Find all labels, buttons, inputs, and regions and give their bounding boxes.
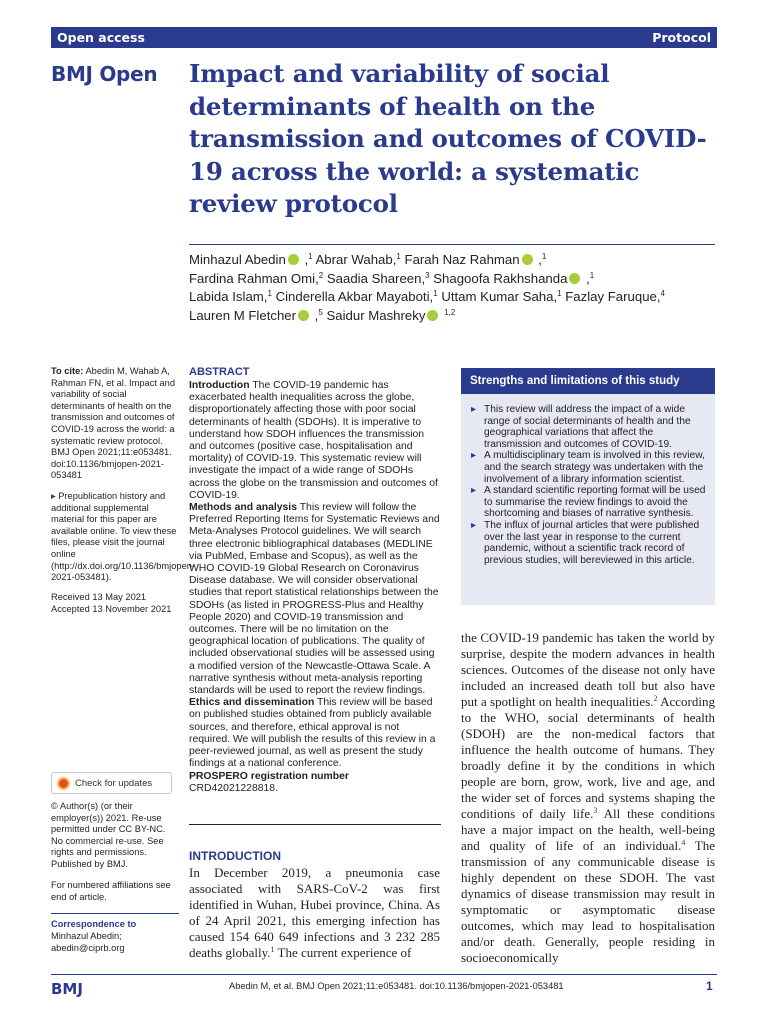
affiliation-mark: 3 [425, 270, 430, 280]
author-separator: , [656, 289, 661, 304]
page-number: 1 [706, 979, 713, 993]
reference-link[interactable]: 2 [653, 694, 658, 703]
reference-link[interactable]: 4 [681, 838, 686, 847]
ethics-text: This review will be based on published studies obtained from publicly available sources, and therefore, ethical approval is not required. We will publish the results of this review in a peer-reviewed journal, as well as present the study findings at a national conference. [189, 697, 436, 770]
author-name: Saidur Mashreky [326, 307, 426, 323]
affiliation-mark: 1 [308, 252, 313, 261]
methods-text: This review will follow the Preferred Reporting Items for Systematic Reviews and Meta-Analyses Protocol guidelines. We will search three electronic bibliographical databases (MEDLINE via PubMed, Embase and Scopus), as well as the WHO COVID-19 Global Research on Coronavirus Disease database. We will consider observational studies that report statistical relationships between the SDOHs (as listed in PROGRESS-Plus and Healthy People 2020) and COVID-19 transmission and outcomes. There will be no limitation on the geographical location of publications. The quality of included observational studies will be assessed using a modified version of the Newcastle-Ottawa Scale. A narrative synthesis without meta-analysis reporting standards will be used to report the review findings. [189, 502, 440, 697]
author-separator: , [421, 270, 426, 286]
intro-text-2c: All these conditions have a major impact on the health, well-being and quality of life of an individual. [461, 806, 715, 853]
intro-label: Introduction [189, 380, 250, 391]
author-name: Minhazul Abedin [189, 252, 286, 267]
author-separator: , [263, 289, 268, 304]
author-name: Shagoofa Rakhshanda [433, 270, 568, 286]
prepub-text: Prepublication history and additional supplemental material for this paper are available online. To view these files, please visit the journal online (http://dx.doi.org/10.1136/bmjopen-2021-053481). [51, 491, 196, 583]
orcid-icon[interactable] [569, 273, 580, 284]
prospero-number: CRD42021228818. [189, 782, 278, 794]
correspondence-label: Correspondence to [51, 919, 137, 929]
author-name: Labida Islam [189, 289, 264, 304]
open-access-label: Open access [57, 30, 145, 45]
correspondence-block [51, 931, 179, 954]
author-separator: , [582, 270, 590, 286]
intro-text-1a: In December 2019, a pneumonia case associated with SARS-CoV-2 was first identified in Wuhan, Hubei province, China. As of 24 April 2021, this emerging infection has caused 154 640 649 infections and 3 232 285 deaths globally. [189, 865, 440, 960]
intro-text: The COVID-19 pandemic has exacerbated health inequalities across the globe, disproportionately affecting those with poor social determinants of health (SDOHs). It is imperative to understand how SDOH influences the transmission and outcomes (positive case, hospitalisation and mortality) of COVID-19. This systematic review will investigate the impact of a wide range of SDOHs across the globe on the transmission and outcomes of COVID-19. [189, 380, 438, 501]
correspondence-email[interactable]: abedin@ciprb.org [51, 942, 125, 953]
cite-label: To cite: [51, 366, 84, 376]
check-updates-label: Check for updates [75, 777, 153, 789]
intro-text-2a: the COVID-19 pandemic has taken the world by surprise, despite the modern advances in health sciences. Outcomes of the disease not only have included an increased death toll but also have put a spotlight on health inequalities. [461, 630, 715, 709]
list-item: ▸ A standard scientific reporting format will be used to summarise the review findings to avoid the shortcoming and biases of narrative synthesis. [471, 485, 706, 520]
article-type-label: Protocol [652, 30, 711, 45]
check-updates-button[interactable] [51, 772, 172, 794]
received-date: Received 13 May 2021 [51, 592, 147, 602]
author-name: Abrar Wahab [315, 252, 393, 267]
cite-text: Abedin M, Wahab A, Rahman FN, et al. Impact and variability of social determinants of health on the transmission and outcomes of COVID-19 across the world: a systematic review protocol. BMJ Open 2021;11:e053481. doi:10.1136/bmjopen-2021-053481 [51, 366, 176, 481]
affiliation-mark: 5 [318, 307, 323, 317]
intro-text-2b: According to the WHO, social determinants of health (SDOH) are the non-medical factors that influence the health outcome of humans. They broadly define it by the conditions in which people are born, grow, work, live and age, and the wider set of forces and systems shaping the conditions of daily life. [461, 694, 715, 821]
orcid-icon[interactable] [288, 254, 299, 265]
list-item: ▸ A multidisciplinary team is involved in this review, and the search strategy was undertaken with the involvement of a library information scientist. [471, 450, 706, 485]
affiliation-mark: 2 [318, 270, 324, 280]
sidebar-divider [51, 913, 179, 914]
affiliation-mark: 1,2 [444, 307, 456, 317]
strengths-box [461, 368, 715, 605]
affiliation-mark: 1 [589, 270, 595, 280]
author-separator: , [534, 252, 542, 267]
prepub-note [51, 491, 196, 584]
correspondence-name: Minhazul Abedin; [51, 931, 122, 941]
strengths-heading: Strengths and limitations of this study [461, 368, 715, 394]
title-divider [189, 244, 715, 245]
methods-label: Methods and analysis [189, 502, 297, 514]
intro-text-2d: The transmission of any communicable disease is highly dependent on these SDOH. The vast dynamics of disease transmission may result in symptomatic or asymptomatic disease outcomes, which may lead to hospitalisation and/or death. Generally, people residing in socioeconomically [461, 838, 715, 965]
abstract-heading: ABSTRACT [189, 366, 250, 378]
list-item: ▸ This review will address the impact of a wide range of social determinants of health and the geographical variations that affect the transmission and outcomes of COVID-19. [471, 404, 706, 450]
strengths-list [461, 394, 715, 566]
affiliation-mark: 1 [433, 289, 438, 298]
author-separator: , [300, 252, 309, 267]
ethics-label: Ethics and dissemination [189, 697, 315, 709]
author-name: Uttam Kumar Saha [441, 289, 554, 304]
author-name: Saadia Shareen [326, 270, 422, 286]
intro-paragraph-2 [461, 630, 715, 966]
footer-citation: Abedin M, et al. BMJ Open 2021;11:e053481. doi:10.1136/bmjopen-2021-053481 [229, 981, 564, 991]
author-name: Lauren M Fletcher [189, 307, 297, 323]
orcid-icon[interactable] [427, 310, 438, 321]
author-separator: , [392, 252, 397, 267]
journal-logo: BMJ Open [51, 62, 158, 86]
author-separator: , [429, 289, 434, 304]
license-text: © Author(s) (or their employer(s)) 2021. Re-use permitted under CC BY-NC. No commercial re-use. See rights and permissions. Published by BMJ. [51, 801, 166, 869]
arrow-icon: ▸ [51, 491, 59, 501]
intro-paragraph-1 [189, 865, 440, 961]
reference-link[interactable]: 3 [593, 806, 598, 815]
affiliation-mark: 4 [660, 289, 665, 298]
affiliations-note: For numbered affiliations see end of article. [51, 880, 171, 902]
author-separator: , [553, 289, 558, 304]
reference-link[interactable]: 1 [270, 945, 275, 954]
orcid-icon[interactable] [522, 254, 533, 265]
author-name: Fardina Rahman Omi [189, 270, 316, 286]
affiliation-mark: 1 [557, 289, 562, 298]
intro-text-1b: The current experience of [274, 945, 412, 960]
crossmark-icon [57, 777, 70, 790]
affiliation-mark: 1 [267, 289, 272, 298]
accepted-date: Accepted 13 November 2021 [51, 603, 172, 614]
author-separator: , [315, 270, 319, 286]
affiliation-mark: 1 [396, 252, 401, 261]
cite-block [51, 366, 179, 482]
abstract-divider [189, 824, 441, 825]
prospero-label: PROSPERO registration number [189, 770, 349, 782]
author-name: Fazlay Faruque [565, 289, 657, 304]
bmj-logo: BMJ [51, 980, 83, 998]
abstract-body [189, 380, 440, 795]
author-name: Cinderella Akbar Mayaboti [275, 289, 430, 304]
footer-divider [51, 974, 717, 975]
dates-block [51, 592, 179, 615]
author-name: Farah Naz Rahman [404, 252, 520, 267]
orcid-icon[interactable] [298, 310, 309, 321]
top-banner [51, 27, 717, 48]
introduction-heading: INTRODUCTION [189, 849, 281, 863]
list-item: ▸ The influx of journal articles that were published over the last year in response to the current pandemic, without a scientific track record of previous studies, will bereviewed in this article. [471, 520, 706, 566]
affiliation-mark: 1 [541, 252, 547, 261]
author-list [189, 251, 715, 325]
author-separator: , [311, 307, 319, 323]
article-title: Impact and variability of social determinants of health on the transmission and outcomes of COVID-19 across the world: a systematic review protocol [189, 59, 707, 218]
